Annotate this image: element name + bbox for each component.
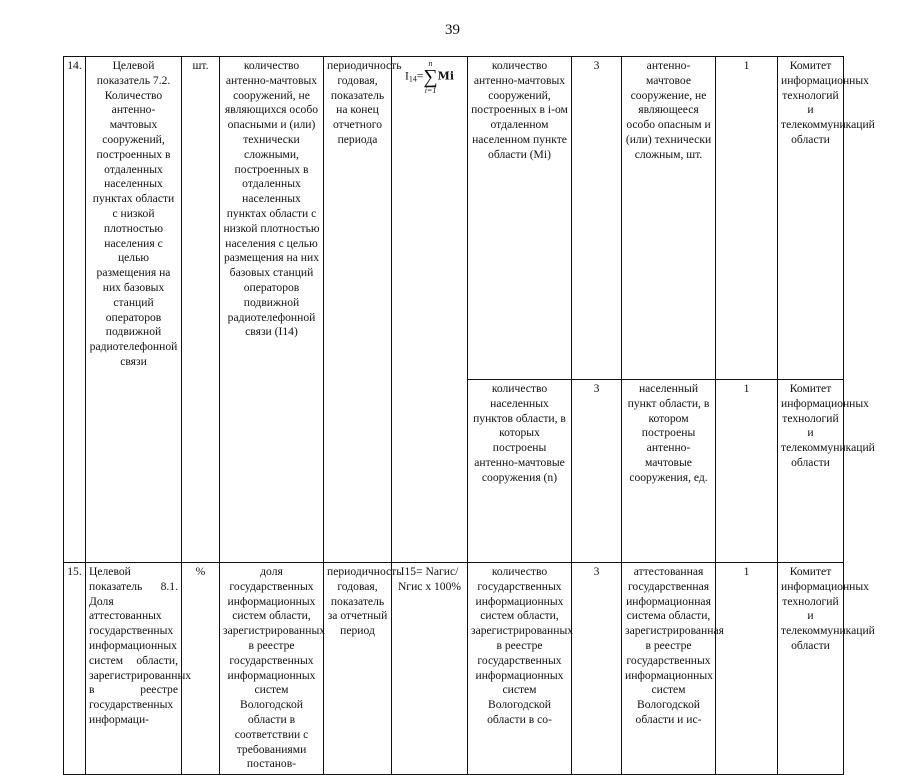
indicators-table — [63, 56, 875, 775]
param-method: 3 — [572, 57, 622, 380]
definition-cell: доля государственных информационных систем области, зарегистрированных в реестре государственных информационных систем Вологодской области в соответствии с требованиями постанов- — [220, 563, 324, 775]
definition-cell: количество антенно-мачтовых сооружений, не являющихся особо опасными и (или) технически сложными, построенных в отдаленных населенных пунктах области с низкой плотностью населения с целью размещения на них базовых станций операторов подвижной радиотелефонной связи (I14) — [220, 57, 324, 563]
formula-cell: $I_{14}=$ n ∑ i=1 Mi — [392, 57, 468, 563]
formula-lhs-sub: 14 — [408, 74, 417, 84]
param-method: 3 — [572, 380, 622, 563]
param-method: 3 — [572, 563, 622, 775]
row-number: 15. — [64, 563, 86, 775]
formula-term: Mi — [437, 69, 455, 83]
param-coverage: 1 — [716, 57, 778, 380]
period-cell: периодичность годовая, показатель за отчетный период — [324, 563, 392, 775]
formula-cell: I15= Nагис/ Nгис x 100% — [392, 563, 468, 775]
page-number: 39 — [445, 22, 460, 38]
param-object: населенный пункт области, в котором построены антенно-мачтовые сооружения, ед. — [622, 380, 716, 563]
indicator-name: Целевой показатель 7.2. Количество антенно-мачтовых сооружений, построенных в отдаленных населенных пунктах области с низкой плотностью населения с целью размещения на них базовых станций операторов подвижной радиотелефонной связи — [86, 57, 182, 563]
param-object: аттестованная государственная информационная система области, зарегистрированная в реестре государственных информационных систем Вологодской области и ис- — [622, 563, 716, 775]
table-row — [64, 57, 844, 380]
unit-cell: шт. — [182, 57, 220, 563]
param-name: количество государственных информационных систем области, зарегистрированных в реестре государственных информационных систем Вологодской области в со- — [468, 563, 572, 775]
param-name: количество населенных пунктов области, в которых построены антенно-мачтовые сооружения (n) — [468, 380, 572, 563]
row-number: 14. — [64, 57, 86, 563]
param-responsible: Комитет информационных технологий и телекоммуникаций области — [778, 563, 844, 775]
param-responsible: Комитет информационных технологий и телекоммуникаций области — [778, 380, 844, 563]
table-row — [64, 563, 844, 775]
sum-symbol: n ∑ i=1 — [423, 59, 438, 95]
param-coverage: 1 — [716, 380, 778, 563]
param-name: количество антенно-мачтовых сооружений, построенных в i-ом отдаленном населенном пункте области (Mi) — [468, 57, 572, 380]
sum-upper-limit: n — [428, 59, 433, 68]
param-responsible: Комитет информационных технологий и телекоммуникаций области — [778, 57, 844, 380]
formula-lhs: I — [404, 69, 409, 83]
sum-lower-limit: i=1 — [424, 86, 437, 95]
param-object: антенно-мачтовое сооружение, не являющееся особо опасным и (или) технически сложным, шт. — [622, 57, 716, 380]
period-cell: периодичность годовая, показатель на конец отчетного периода — [324, 57, 392, 563]
unit-cell: % — [182, 563, 220, 775]
param-coverage: 1 — [716, 563, 778, 775]
indicator-name: Целевой показатель 8.1. Доля аттестованных государственных информационных систем области, зарегистрированных в реестре государственных информаци- — [86, 563, 182, 775]
